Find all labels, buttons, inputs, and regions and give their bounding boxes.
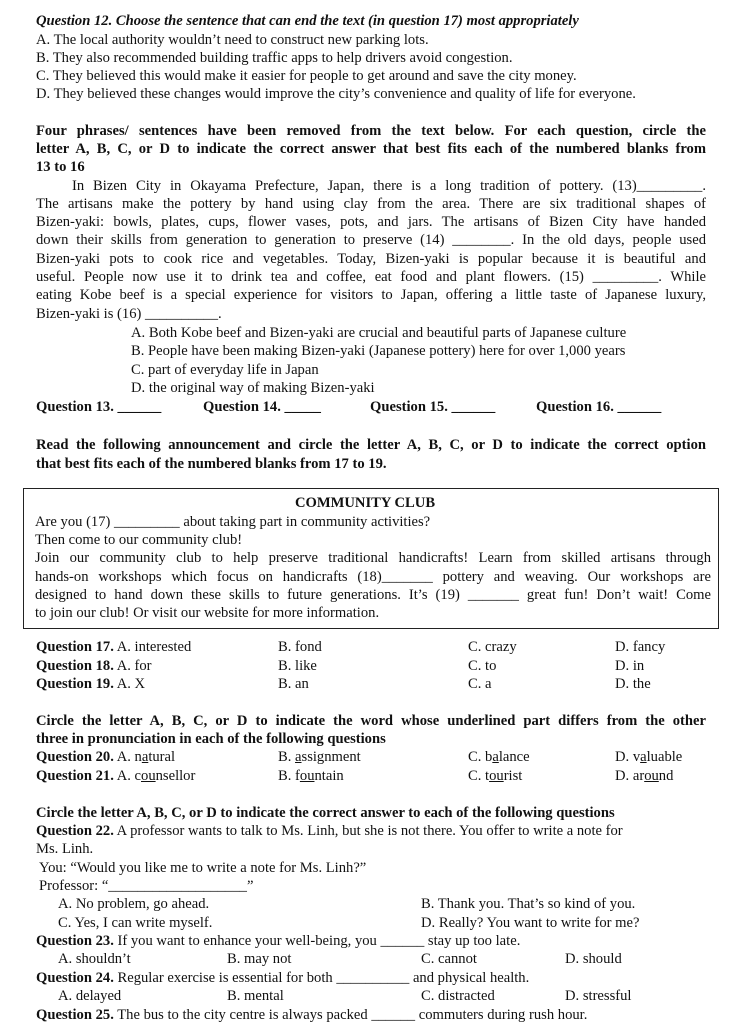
q17-row bbox=[36, 638, 191, 656]
q18-option-d: D. in bbox=[615, 658, 645, 674]
q22-option-c: C. Yes, I can write myself. bbox=[58, 915, 213, 931]
q20-option-d: D. valuable bbox=[615, 749, 683, 765]
passage-line: Bizen-yaki: bowls, plates, cups, flower vases, pots, and jars. The artisans of Bizen City have handed bbox=[36, 214, 706, 230]
passage-line: useful. People now use it to drink tea and coffee, eat food and plant flowers. (15) _________. While bbox=[36, 269, 706, 285]
passage-line: Bizen-yaki is (16) __________. bbox=[36, 306, 222, 322]
q17-option-a: A. interested bbox=[116, 639, 192, 655]
q21-label: Question 21. bbox=[36, 768, 114, 784]
answer-q14: Question 14. _____ bbox=[203, 399, 321, 415]
q20-option-c: C. balance bbox=[468, 749, 530, 765]
q24-option-b: B. mental bbox=[227, 988, 284, 1004]
announcement-line: Then come to our community club! bbox=[35, 532, 243, 548]
section2-instruction-line: Read the following announcement and circle the letter A, B, C, or D to indicate the correct option bbox=[36, 437, 706, 453]
q23-option-a: A. shouldn’t bbox=[58, 951, 131, 967]
q20-label: Question 20. bbox=[36, 749, 114, 765]
q24-stem: Question 24. Regular exercise is essential for both __________ and physical health. bbox=[36, 970, 530, 986]
passage-line: In Bizen City in Okayama Prefecture, Japan, there is a long tradition of pottery. (13)_________. bbox=[72, 178, 706, 194]
announcement-title: COMMUNITY CLUB bbox=[294, 495, 436, 511]
q19-label: Question 19. bbox=[36, 676, 114, 692]
q20-row bbox=[36, 748, 175, 766]
q18-label: Question 18. bbox=[36, 658, 114, 674]
announcement-line: hands-on workshops which focus on handicrafts (18)_______ pottery and weaving. Our workshops are bbox=[35, 569, 711, 585]
announcement-line: Join our community club to help preserve traditional handicrafts! Learn from skilled artisans through bbox=[35, 550, 711, 566]
q20-option-b: B. assignment bbox=[278, 749, 361, 765]
q12-option-b: B. They also recommended building traffic apps to help drivers avoid congestion. bbox=[36, 50, 513, 66]
announcement-line: designed to hand down these skills to future generations. It’s (19) _______ great fun! Don’t wait! Come bbox=[35, 587, 711, 603]
announcement-line: to join our club! Or visit our website for more information. bbox=[35, 605, 380, 621]
q12-option-d: D. They believed these changes would improve the city’s convenience and quality of life for everyone. bbox=[36, 86, 636, 102]
q21-option-c: C. tourist bbox=[468, 768, 523, 784]
q12-option-a: A. The local authority wouldn’t need to construct new parking lots. bbox=[36, 32, 429, 48]
q22-option-a: A. No problem, go ahead. bbox=[58, 896, 210, 912]
q17-option-c: C. crazy bbox=[468, 639, 517, 655]
q22-stem: Question 22. A professor wants to talk to Ms. Linh, but she is not there. You offer to write a note for bbox=[36, 823, 623, 839]
answer-q15: Question 15. ______ bbox=[370, 399, 496, 415]
q22-you-line: You: “Would you like me to write a note for Ms. Linh?” bbox=[39, 860, 367, 876]
q17-label: Question 17. bbox=[36, 639, 114, 655]
q12-prompt: Question 12. Choose the sentence that can end the text (in question 17) most appropriately bbox=[36, 13, 579, 29]
passage-line: Bizen-yaki pots to cook rice and vegetables. Today, Bizen-yaki is popular because it is beautiful and bbox=[36, 251, 706, 267]
q24-option-d: D. stressful bbox=[565, 988, 632, 1004]
section4-instruction: Circle the letter A, B, C, or D to indicate the correct answer to each of the following questions bbox=[36, 805, 615, 821]
passage-line: down their skills from generation to generation to preserve (14) ________. In the old days, people used bbox=[36, 232, 706, 248]
q19-row bbox=[36, 675, 145, 693]
q22-option-b: B. Thank you. That’s so kind of you. bbox=[421, 896, 636, 912]
q18-option-a: A. for bbox=[116, 658, 152, 674]
section1-option-c: C. part of everyday life in Japan bbox=[131, 362, 319, 378]
q22-professor-line: Professor: “___________________” bbox=[39, 878, 254, 894]
answer-q16: Question 16. ______ bbox=[536, 399, 662, 415]
section3-instruction-line: Circle the letter A, B, C, or D to indicate the word whose underlined part differs from the other bbox=[36, 713, 706, 729]
q19-option-c: C. a bbox=[468, 676, 492, 692]
passage-line: The artisans make the pottery by hand using clay from the area. There are six traditional shapes of bbox=[36, 196, 706, 212]
q24-option-a: A. delayed bbox=[58, 988, 122, 1004]
q23-stem: Question 23. If you want to enhance your well-being, you ______ stay up too late. bbox=[36, 933, 521, 949]
q25-label: Question 25. bbox=[36, 1007, 114, 1023]
q20-option-a: A. natural bbox=[116, 749, 176, 765]
passage-line: eating Kobe beef is a special experience for visitors to Japan, offering a little taste of Japanese luxury, bbox=[36, 287, 706, 303]
q23-option-c: C. cannot bbox=[421, 951, 477, 967]
q21-option-a: A. counsellor bbox=[116, 768, 196, 784]
q18-option-c: C. to bbox=[468, 658, 497, 674]
q24-option-c: C. distracted bbox=[421, 988, 495, 1004]
q21-option-d: D. around bbox=[615, 768, 674, 784]
q22-option-d: D. Really? You want to write for me? bbox=[421, 915, 640, 931]
q19-option-a: A. X bbox=[116, 676, 146, 692]
q21-row bbox=[36, 767, 195, 785]
section2-instruction-line: that best fits each of the numbered blanks from 17 to 19. bbox=[36, 456, 387, 472]
q18-row bbox=[36, 657, 152, 675]
section1-instruction-line: letter A, B, C, or D to indicate the correct answer that best fits each of the numbered blanks from bbox=[36, 141, 706, 157]
q22-label: Question 22. bbox=[36, 823, 114, 839]
q12-option-c: C. They believed this would make it easier for people to get around and save the city money. bbox=[36, 68, 577, 84]
q23-option-b: B. may not bbox=[227, 951, 292, 967]
section1-instruction-line: 13 to 16 bbox=[36, 159, 85, 175]
q24-label: Question 24. bbox=[36, 970, 114, 986]
q19-option-d: D. the bbox=[615, 676, 651, 692]
section1-option-b: B. People have been making Bizen-yaki (Japanese pottery) here for over 1,000 years bbox=[131, 343, 626, 359]
section1-option-d: D. the original way of making Bizen-yaki bbox=[131, 380, 375, 396]
q21-option-b: B. fountain bbox=[278, 768, 344, 784]
q23-label: Question 23. bbox=[36, 933, 114, 949]
q17-option-d: D. fancy bbox=[615, 639, 666, 655]
q18-option-b: B. like bbox=[278, 658, 317, 674]
announcement-line: Are you (17) _________ about taking part in community activities? bbox=[35, 514, 431, 530]
answer-q13: Question 13. ______ bbox=[36, 399, 162, 415]
q25-stem: Question 25. The bus to the city centre is always packed ______ commuters during rush hour. bbox=[36, 1007, 588, 1023]
q17-option-b: B. fond bbox=[278, 639, 322, 655]
section1-option-a: A. Both Kobe beef and Bizen-yaki are crucial and beautiful parts of Japanese culture bbox=[131, 325, 627, 341]
q23-option-d: D. should bbox=[565, 951, 622, 967]
q22-stem-cont: Ms. Linh. bbox=[36, 841, 94, 857]
section3-instruction-line: three in pronunciation in each of the following questions bbox=[36, 731, 386, 747]
section1-instruction-line: Four phrases/ sentences have been removed from the text below. For each question, circle the bbox=[36, 123, 706, 139]
q19-option-b: B. an bbox=[278, 676, 309, 692]
